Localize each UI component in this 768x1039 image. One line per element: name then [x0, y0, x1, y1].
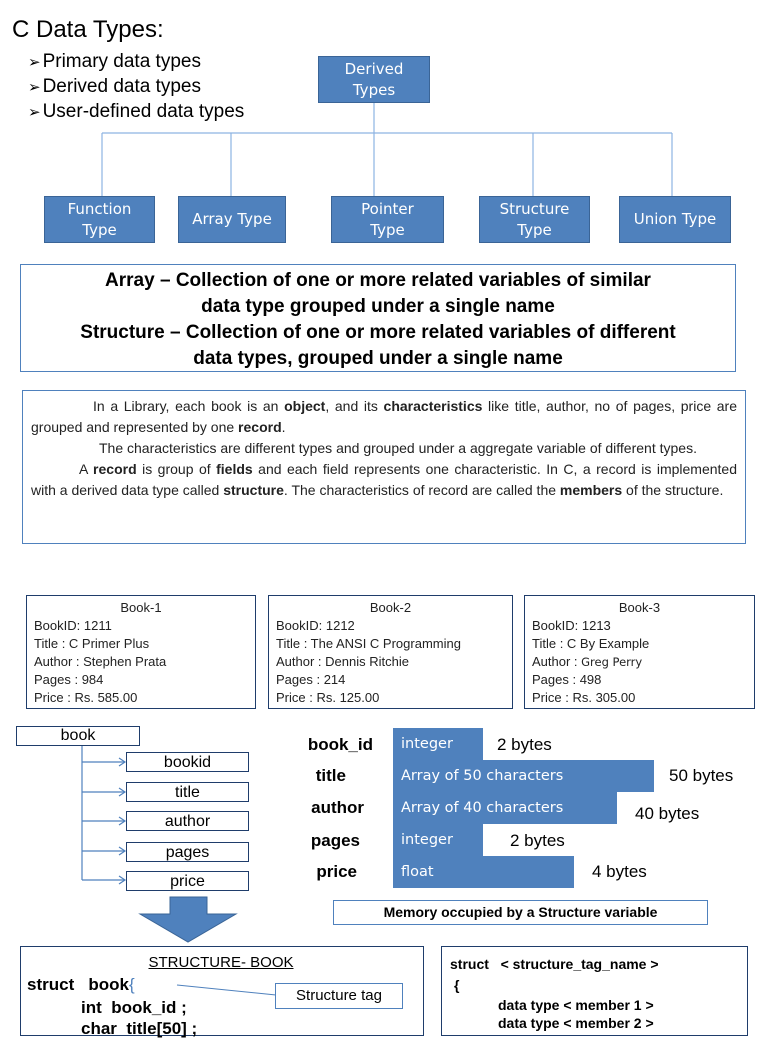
- bullet-arrow-icon: ➢: [28, 104, 41, 121]
- struct-line-3: char title[50] ;: [81, 1019, 198, 1038]
- tree-member-title: title: [126, 782, 249, 802]
- field-name-book-id: book_id: [307, 735, 373, 754]
- library-paragraph: In a Library, each book is an object, and its characteristics like title, author, no of pages, price are grouped and represented by one record. The characteristics are different types and grouped under a aggregate variable of different types. A record is group of fields and each field represents one characteristic. In C, a record is implemented with a derived data type called structure. The characteristics of record are called the members of the structure.: [22, 390, 746, 544]
- array-type-node: Array Type: [178, 196, 286, 243]
- down-arrow-icon: [140, 897, 236, 942]
- struct-line-1: struct book{: [27, 975, 135, 994]
- structure-book-box: [20, 946, 424, 1036]
- field-name-pages: pages: [310, 831, 360, 850]
- bytes-price: 4 bytes: [592, 862, 647, 881]
- structure-syntax-box: [441, 946, 748, 1036]
- definitions-box: Array – Collection of one or more related variables of similar data type grouped under a single name Structure – Collection of one or more related variables of different data types, grouped under a single name: [20, 264, 736, 372]
- memory-bar-author: Array of 40 characters: [393, 792, 617, 824]
- bytes-author: 40 bytes: [635, 804, 700, 823]
- union-type-node: Union Type: [619, 196, 731, 243]
- memory-bar-pages: integer: [393, 824, 483, 856]
- syntax-line-2: {: [454, 977, 460, 993]
- syntax-line-4: data type < member 2 >: [498, 1015, 654, 1031]
- memory-bar-title: Array of 50 characters: [393, 760, 654, 792]
- bytes-title: 50 bytes: [669, 766, 734, 785]
- tree-member-bookid: bookid: [126, 752, 249, 772]
- struct-line-2: int book_id ;: [81, 998, 187, 1017]
- page-title: C Data Types:: [12, 16, 164, 43]
- structure-heading: STRUCTURE- BOOK: [148, 954, 294, 971]
- bytes-pages: 2 bytes: [510, 831, 565, 850]
- bullet-arrow-icon: ➢: [28, 79, 41, 96]
- field-name-author: author: [311, 798, 364, 817]
- bullet-arrow-icon: ➢: [28, 54, 41, 71]
- function-type-node: Function Type: [44, 196, 155, 243]
- tree-root-book: book: [16, 726, 140, 746]
- tree-member-author: author: [126, 811, 249, 831]
- pointer-type-node: Pointer Type: [331, 196, 444, 243]
- tree-member-pages: pages: [126, 842, 249, 862]
- book-card-2: Book-2 BookID: 1212 Title : The ANSI C Programming Author : Dennis Ritchie Pages : 214 Price : Rs. 125.00: [268, 595, 513, 709]
- bullet-primary: ➢ Primary data types: [28, 51, 201, 72]
- syntax-line-3: data type < member 1 >: [498, 997, 654, 1013]
- memory-caption: Memory occupied by a Structure variable: [333, 900, 708, 925]
- field-name-title: title: [315, 766, 346, 785]
- memory-bar-price: float: [393, 856, 574, 888]
- derived-types-node: Derived Types: [318, 56, 430, 103]
- book-card-1: Book-1 BookID: 1211 Title : C Primer Plus Author : Stephen Prata Pages : 984 Price : Rs. 585.00: [26, 595, 256, 709]
- structure-type-node: Structure Type: [479, 196, 590, 243]
- structure-tag-callout: Structure tag: [275, 983, 403, 1009]
- memory-bar-book-id: integer: [393, 728, 483, 760]
- bytes-book-id: 2 bytes: [497, 735, 552, 754]
- bullet-derived: ➢ Derived data types: [28, 76, 201, 97]
- field-name-price: price: [316, 862, 357, 881]
- bullet-user-defined: ➢ User-defined data types: [28, 101, 245, 122]
- syntax-line-1: struct < structure_tag_name >: [450, 956, 659, 972]
- tree-member-price: price: [126, 871, 249, 891]
- book-card-3: Book-3 BookID: 1213 Title : C By Example Author : Greg Perry Pages : 498 Price : Rs. 305.00: [524, 595, 755, 709]
